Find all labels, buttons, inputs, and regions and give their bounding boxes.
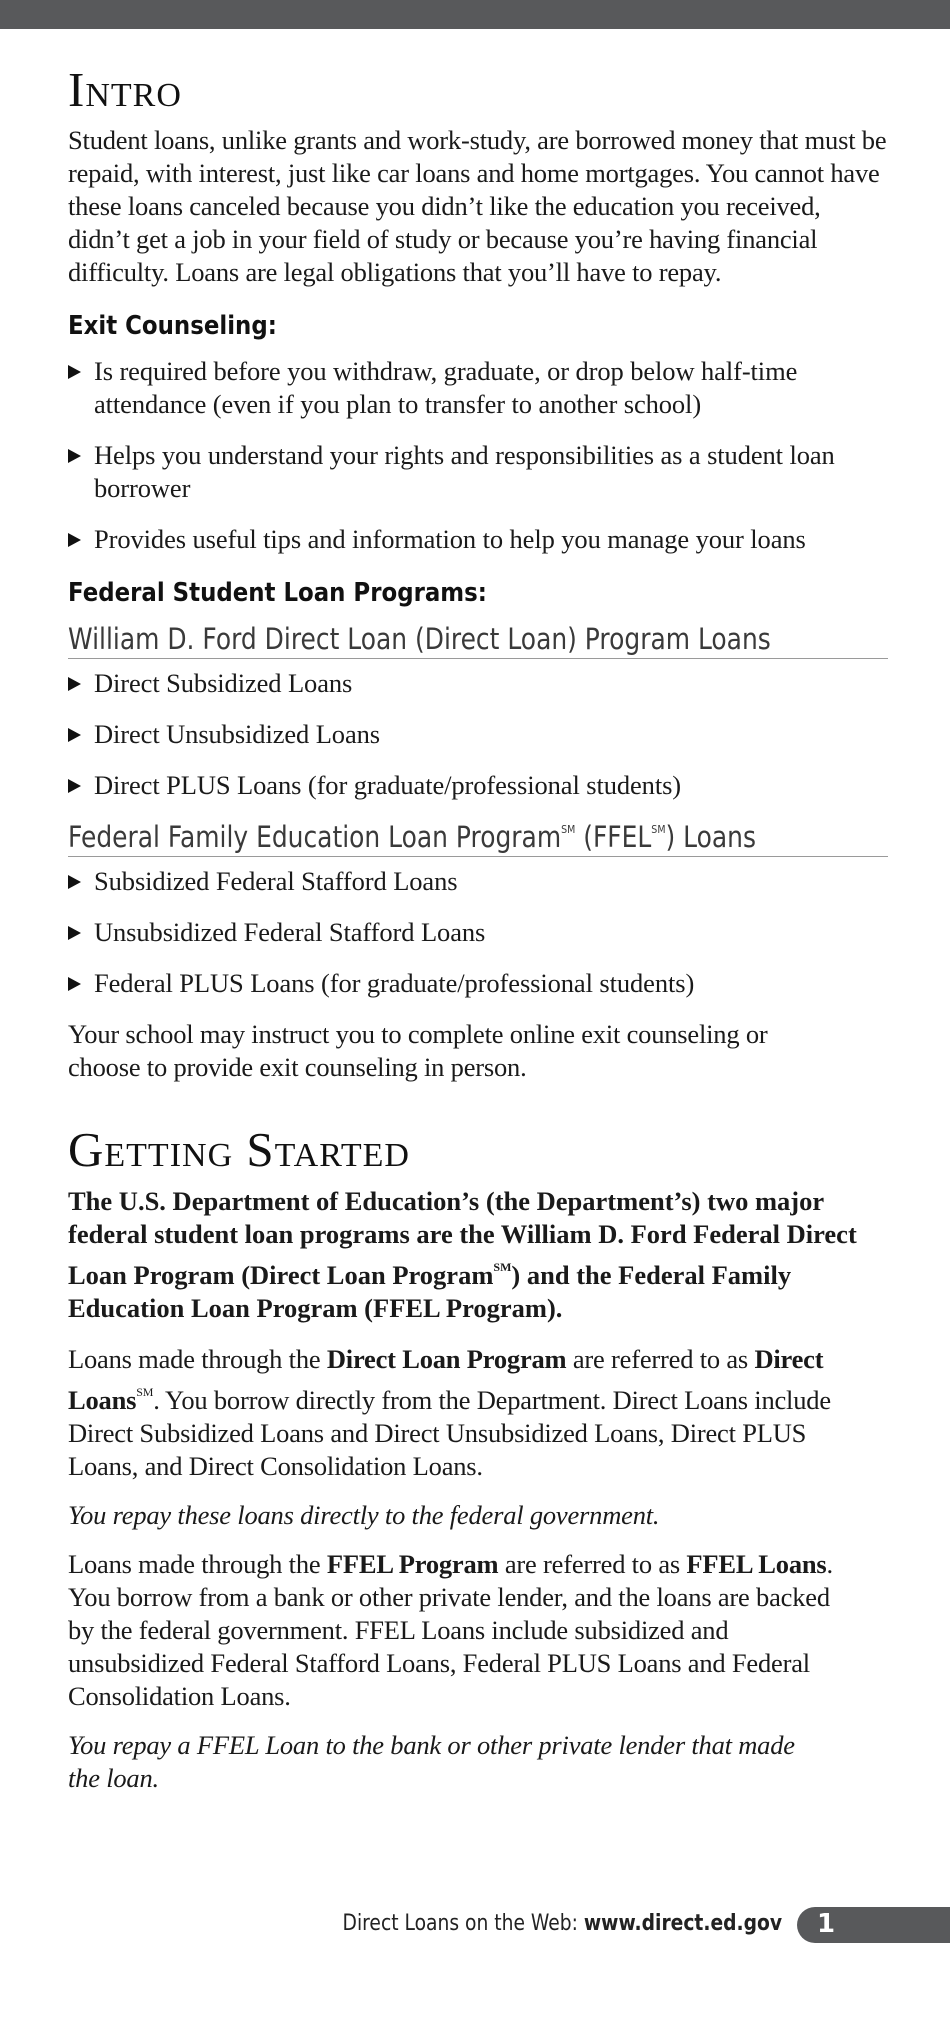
bullet-triangle-icon — [68, 449, 81, 463]
ffel-loan-list — [68, 865, 888, 1000]
list-item: Direct PLUS Loans (for graduate/professional students) — [68, 769, 888, 802]
page-number-tab — [797, 1907, 950, 1943]
bullet-triangle-icon — [68, 365, 81, 379]
loan-programs-heading: Federal Student Loan Programs: — [68, 578, 487, 609]
top-bar — [0, 0, 950, 29]
bullet-triangle-icon — [68, 779, 81, 793]
bullet-triangle-icon — [68, 533, 81, 547]
intro-paragraph: Student loans, unlike grants and work-study, are borrowed money that must be repaid, with interest, just like car loans and home mortgages. You cannot have these loans canceled because you didn’t like the education you received, didn’t get a job in your field of study or because you’re having financial difficulty. Loans are legal obligations that you’ll have to repay. — [68, 125, 887, 288]
page-footer — [0, 1905, 950, 1945]
direct-loans-paragraph: Loans made through the Direct Loan Program are referred to as Direct Loans℠. You borrow directly from the Department. Direct Loans include Direct Subsidized Loans and Direct Unsubsidized Loans, Direct PLUS Loans, and Direct Consolidation Loans. — [68, 1343, 831, 1481]
bullet-triangle-icon — [68, 677, 81, 691]
bullet-triangle-icon — [68, 875, 81, 889]
intro-title: Intro — [68, 62, 182, 117]
page-number: 1 — [817, 1909, 836, 1939]
ffel-program-subhead: Federal Family Education Loan Program℠ (FFEL℠) Loans — [68, 820, 888, 857]
list-item: Direct Subsidized Loans — [68, 667, 888, 700]
list-item: Is required before you withdraw, graduate, or drop below half-time attendance (even if you plan to transfer to another school) — [68, 355, 888, 421]
direct-loans-repay-note: You repay these loans directly to the federal government. — [68, 1499, 660, 1530]
getting-started-title: Getting Started — [68, 1122, 410, 1178]
direct-loan-list — [68, 667, 888, 802]
ffel-loans-paragraph: Loans made through the FFEL Program are referred to as FFEL Loans. You borrow from a bank or other private lender, and the loans are backed by the federal government. FFEL Loans include subsidized and unsubsidized Federal Stafford Loans, Federal PLUS Loans and Federal Consolidation Loans. — [68, 1548, 833, 1711]
list-item: Provides useful tips and information to help you manage your loans — [68, 523, 888, 556]
bullet-triangle-icon — [68, 728, 81, 742]
list-item: Helps you understand your rights and responsibilities as a student loan borrower — [68, 439, 888, 505]
page-content — [68, 62, 888, 1811]
ffel-loans-repay-note: You repay a FFEL Loan to the bank or other private lender that made the loan. — [68, 1729, 795, 1793]
bullet-triangle-icon — [68, 977, 81, 991]
footer-url-link[interactable]: www.direct.ed.gov — [583, 1911, 782, 1936]
footer-web-label: Direct Loans on the Web: www.direct.ed.gov — [342, 1911, 782, 1936]
list-item: Direct Unsubsidized Loans — [68, 718, 888, 751]
list-item: Federal PLUS Loans (for graduate/professional students) — [68, 967, 888, 1000]
direct-loan-program-subhead: William D. Ford Direct Loan (Direct Loan) Program Loans — [68, 622, 888, 659]
list-item: Unsubsidized Federal Stafford Loans — [68, 916, 888, 949]
bullet-triangle-icon — [68, 926, 81, 940]
exit-counseling-heading: Exit Counseling: — [68, 311, 277, 342]
getting-started-lead: The U.S. Department of Education’s (the Department’s) two major federal student loan programs are the William D. Ford Federal Direct Loan Program (Direct Loan Program℠) and the Federal Family Education Loan Program (FFEL Program). — [68, 1185, 857, 1323]
list-item: Subsidized Federal Stafford Loans — [68, 865, 888, 898]
exit-counseling-list — [68, 355, 888, 556]
exit-counseling-note: Your school may instruct you to complete online exit counseling or choose to provide exit counseling in person. — [68, 1019, 768, 1083]
